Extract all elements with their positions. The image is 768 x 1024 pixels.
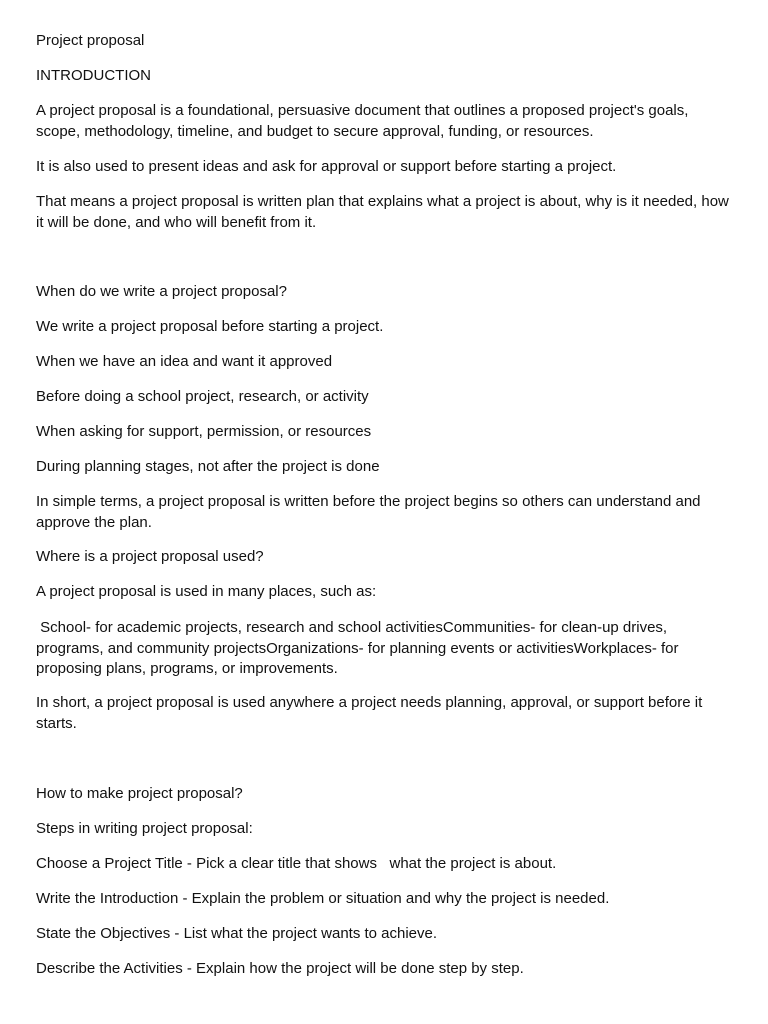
document-title: Project proposal	[36, 32, 145, 49]
paragraph: A project proposal is a foundational, persuasive document that outlines a proposed project's goals, scope, methodology, timeline, and budget to secure approval, funding, or resources.	[36, 102, 693, 140]
paragraph: Before doing a school project, research, or activity	[36, 388, 369, 405]
paragraph: When we have an idea and want it approved	[36, 353, 333, 370]
paragraph: When asking for support, permission, or resources	[36, 423, 372, 440]
paragraph: That means a project proposal is written plan that explains what a project is about, why is it needed, how it will be done, and who will benefit from it.	[36, 193, 734, 231]
paragraph: We write a project proposal before starting a project.	[36, 318, 384, 335]
section-heading-when: When do we write a project proposal?	[36, 283, 287, 300]
paragraph: Write the Introduction - Explain the problem or situation and why the project is needed.	[36, 890, 610, 907]
section-heading-introduction: INTRODUCTION	[36, 67, 151, 84]
paragraph: Choose a Project Title - Pick a clear title that shows what the project is about.	[36, 855, 557, 872]
paragraph: In short, a project proposal is used anywhere a project needs planning, approval, or support before it starts.	[36, 694, 707, 732]
paragraph: During planning stages, not after the project is done	[36, 458, 380, 475]
paragraph: Steps in writing project proposal:	[36, 820, 253, 837]
paragraph: In simple terms, a project proposal is written before the project begins so others can understand and approve the plan.	[36, 493, 705, 531]
paragraph: A project proposal is used in many places, such as:	[36, 583, 377, 600]
paragraph: School- for academic projects, research and school activitiesCommunities- for clean-up drives, programs, and community projectsOrganizations- for planning events or activitiesWorkplaces- for proposing plans, programs, or improvements.	[36, 619, 683, 677]
section-heading-how: How to make project proposal?	[36, 785, 243, 802]
section-heading-where: Where is a project proposal used?	[36, 548, 264, 565]
paragraph: It is also used to present ideas and ask for approval or support before starting a project.	[36, 158, 617, 175]
paragraph: Describe the Activities - Explain how the project will be done step by step.	[36, 960, 524, 977]
paragraph: State the Objectives - List what the project wants to achieve.	[36, 925, 438, 942]
